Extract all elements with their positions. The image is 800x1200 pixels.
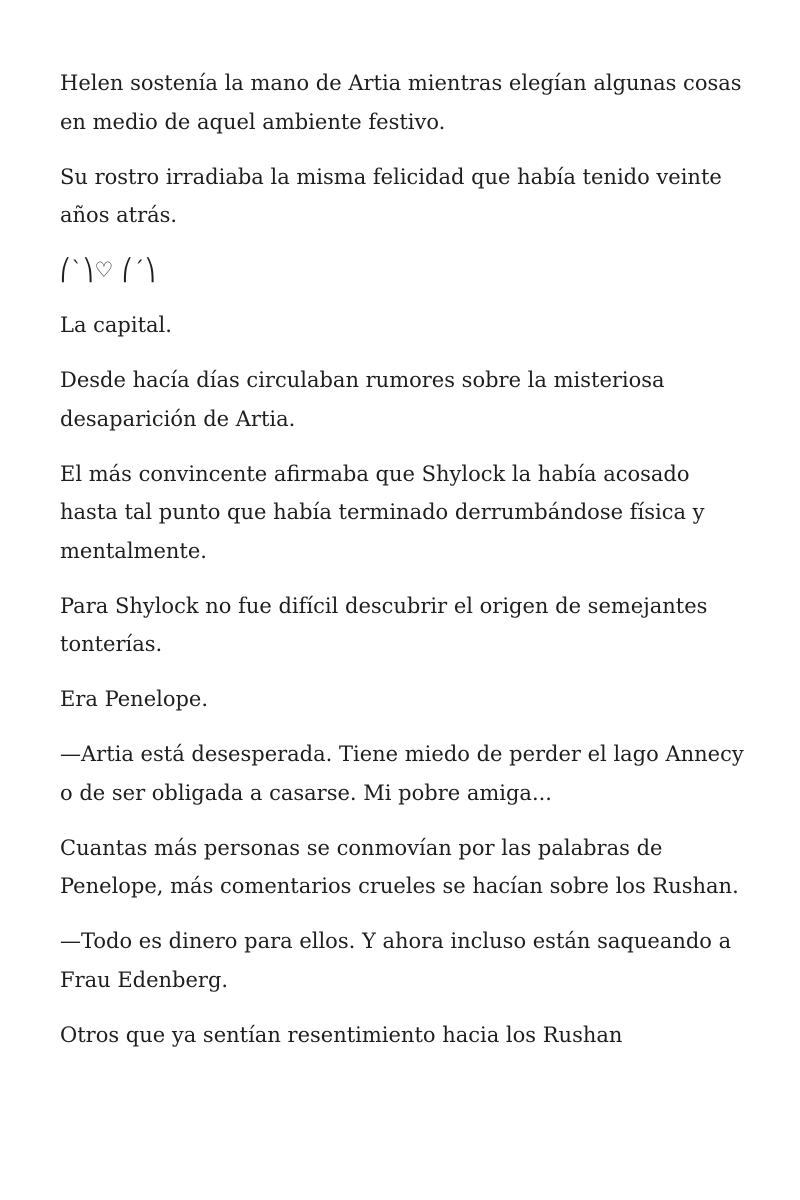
paragraph: Era Penelope. — [60, 687, 209, 711]
paragraph: Helen sostenía la mano de Artia mientras elegían algunas cosas en medio de aquel ambiente festivo. — [60, 71, 742, 134]
paragraph: Su rostro irradiaba la misma felicidad que había tenido veinte años atrás. — [60, 164, 722, 227]
scene-divider: ⎛`⎞♡ ⎛´⎞ — [60, 258, 157, 282]
paragraph: Para Shylock no fue difícil descubrir el origen de semejantes tonterías. — [60, 593, 708, 656]
paragraph: Otros que ya sentían resentimiento hacia los Rushan — [60, 1022, 623, 1047]
paragraph: La capital. — [60, 313, 172, 337]
paragraph: Desde hacía días circulaban rumores sobre la misteriosa desaparición de Artia. — [60, 368, 665, 431]
paragraph: Cuantas más personas se conmovían por las palabras de Penelope, más comentarios crueles se hacían sobre los Rushan. — [60, 835, 739, 898]
paragraph: El más convincente afirmaba que Shylock la había acosado hasta tal punto que había terminado derrumbándose física y mentalmente. — [60, 461, 705, 563]
dialogue-paragraph: —Artia está desesperada. Tiene miedo de perder el lago Annecy o de ser obligada a casarse. Mi pobre amiga... — [60, 742, 744, 805]
reading-page — [60, 64, 750, 1071]
dialogue-paragraph: —Todo es dinero para ellos. Y ahora incluso están saqueando a Frau Edenberg. — [60, 929, 732, 992]
